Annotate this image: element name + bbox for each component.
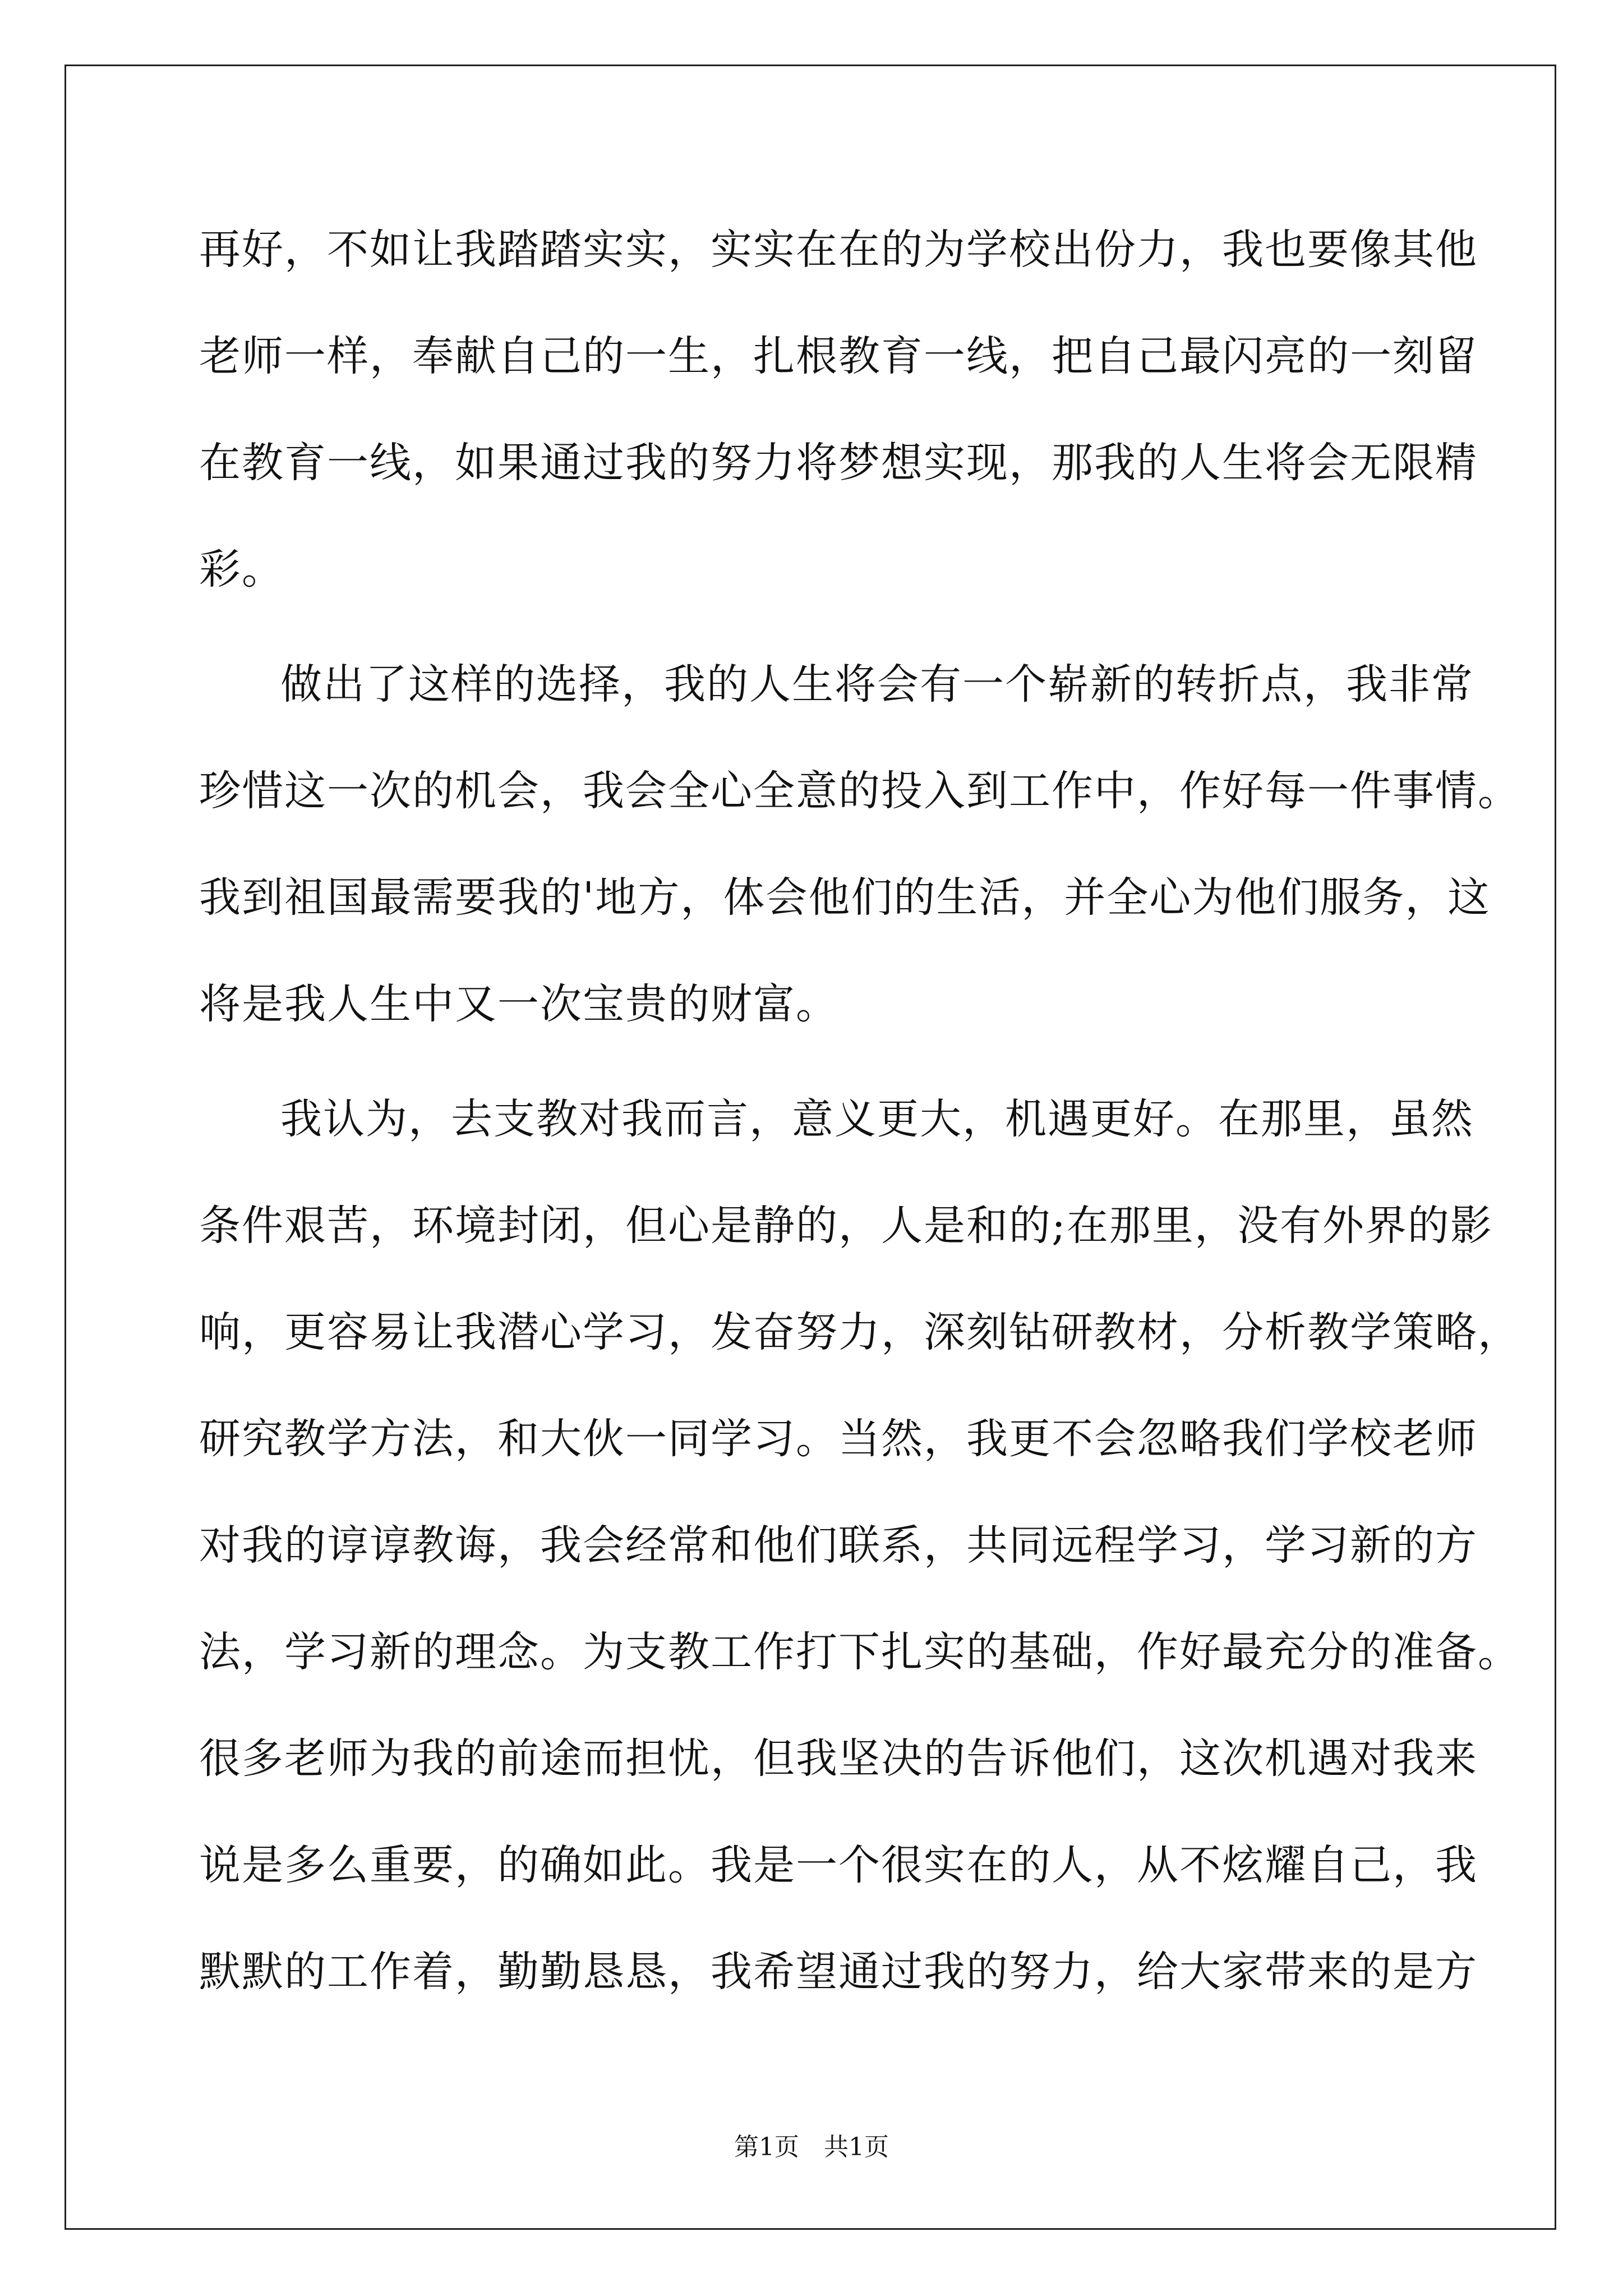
text-line: 法，学习新的理念。为支教工作打下扎实的基础，作好最充分的准备。	[199, 1628, 1520, 1676]
text-line: 默默的工作着，勤勤恳恳，我希望通过我的努力，给大家带来的是方	[199, 1948, 1478, 1996]
text-line: 老师一样，奉献自己的一生，扎根教育一线，把自己最闪亮的一刻留	[199, 332, 1478, 380]
paragraph-start-line: 我认为，去支教对我而言，意义更大，机遇更好。在那里，虽然	[280, 1095, 1474, 1143]
text-line: 很多老师为我的前途而担忧，但我坚决的告诉他们，这次机遇对我来	[199, 1734, 1478, 1783]
text-line: 响，更容易让我潜心学习，发奋努力，深刻钻研教材，分析教学策略，	[199, 1308, 1520, 1356]
page-number-footer: 第1页 共1页	[734, 2133, 889, 2161]
text-line: 将是我人生中又一次宝贵的财富。	[199, 980, 838, 1028]
text-line: 珍惜这一次的机会，我会全心全意的投入到工作中，作好每一件事情。	[199, 767, 1520, 815]
text-line: 再好，不如让我踏踏实实，实实在在的为学校出份力，我也要像其他	[199, 226, 1478, 274]
text-line: 我到祖国最需要我的'地方，体会他们的生活，并全心为他们服务，这	[199, 873, 1491, 922]
paragraph-start-line: 做出了这样的选择，我的人生将会有一个崭新的转折点，我非常	[280, 660, 1474, 708]
text-line: 在教育一线，如果通过我的努力将梦想实现，那我的人生将会无限精	[199, 439, 1478, 487]
text-line: 对我的谆谆教诲，我会经常和他们联系，共同远程学习，学习新的方	[199, 1521, 1478, 1570]
text-line: 研究教学方法，和大伙一同学习。当然，我更不会忽略我们学校老师	[199, 1415, 1478, 1463]
text-line: 条件艰苦，环境封闭，但心是静的，人是和的;在那里，没有外界的影	[199, 1202, 1493, 1250]
text-line: 彩。	[199, 545, 284, 593]
text-line: 说是多么重要，的确如此。我是一个很实在的人，从不炫耀自己，我	[199, 1841, 1478, 1889]
page-border	[64, 65, 1556, 2230]
